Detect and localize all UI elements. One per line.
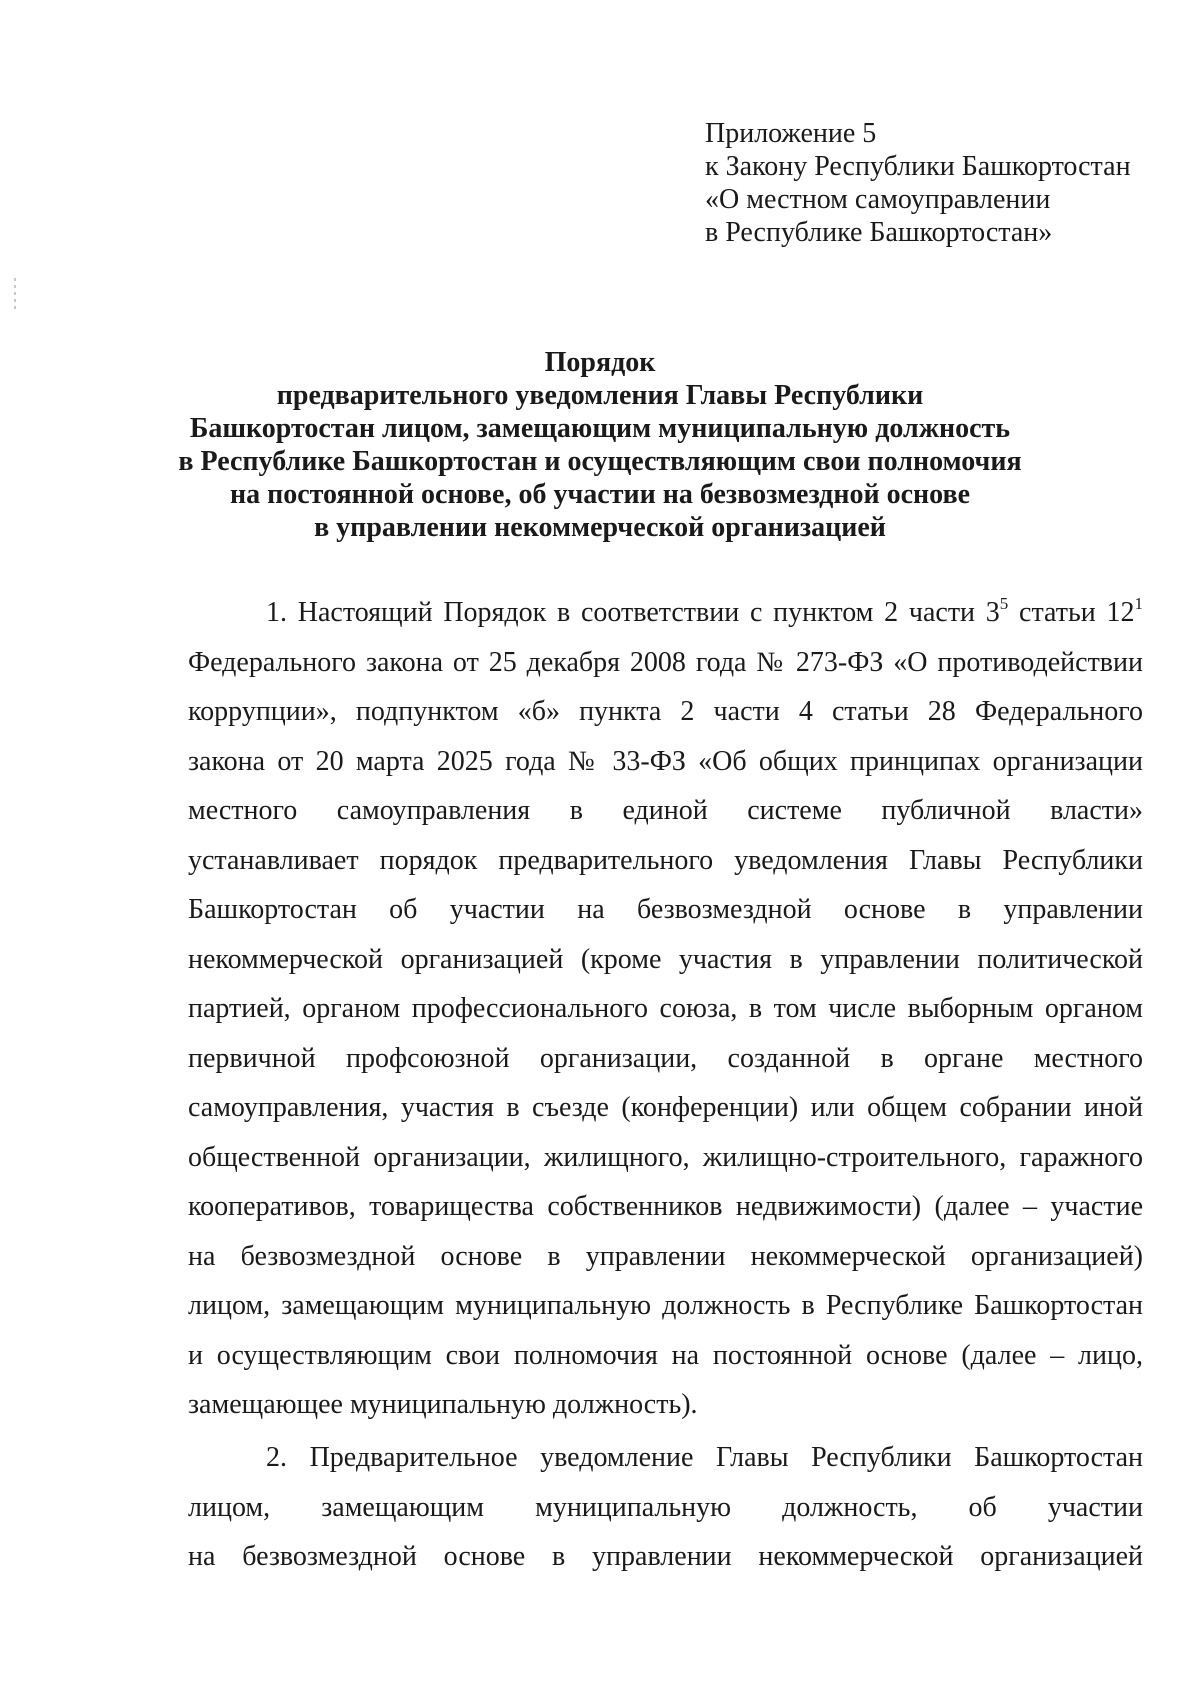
appendix-line: к Закону Республики Башкортостан [705,151,1131,182]
paragraph-line: 2. Предварительное уведомление Главы Республики Башкортостан [266,1442,1143,1473]
paragraph-line: местного самоуправления в единой системе публичной власти» [188,795,1143,826]
appendix-line: Приложение 5 [705,118,877,149]
appendix-header [705,117,1131,249]
paragraph-line: некоммерческой организацией (кроме участия в управлении политической [188,943,1143,975]
appendix-line: «О местном самоуправлении [705,184,1051,215]
paragraph-line: лицом, замещающим муниципальную должность в Республике Башкортостан [188,1290,1143,1321]
paragraph-line: первичной профсоюзной организации, созданной в органе местного [188,1042,1143,1074]
paragraph-line [188,588,1143,638]
superscript: 1 [1134,594,1143,613]
document-title [160,346,1040,544]
title-line: на постоянной основе, об участии на безвозмездной основе [229,479,971,510]
paragraph-1 [188,588,1143,1430]
paragraph-text: статьи 12 [1008,597,1135,628]
paragraph-line: кооперативов, товарищества собственников недвижимости) (далее – участие [188,1191,1143,1222]
paragraph-line: Федерального закона от 25 декабря 2008 года № 273-ФЗ «О противодействии [188,646,1143,678]
title-line: Башкортостан лицом, замещающим муниципальную должность [189,413,1011,444]
paragraph-line: Башкортостан об участии на безвозмездной основе в управлении [188,894,1143,925]
paragraph-line: на безвозмездной основе в управлении некоммерческой организацией) [188,1240,1143,1272]
scan-artifact [14,278,16,312]
paragraph-line: замещающее муниципальную должность). [188,1389,698,1420]
paragraph-line: общественной организации, жилищного, жилищно-строительного, гаражного [188,1141,1143,1173]
paragraph-line: устанавливает порядок предварительного уведомления Главы Республики [188,844,1143,876]
title-line: в управлении некоммерческой организацией [314,512,886,543]
paragraph-line: самоуправления, участия в съезде (конференции) или общем собрании иной [188,1092,1143,1123]
paragraph-line: партией, органом профессионального союза, в том числе выборным органом [188,993,1143,1024]
paragraph-line: коррупции», подпунктом «б» пункта 2 части 4 статьи 28 Федерального [188,696,1143,727]
title-line: предварительного уведомления Главы Республики [276,380,924,411]
title-line: Порядок [544,347,656,378]
paragraph-line: лицом, замещающим муниципальную должность, об участии [188,1491,1143,1523]
paragraph-text: 1. Настоящий Порядок в соответствии с пунктом 2 части 3 [266,597,1000,628]
paragraph-line: закона от 20 марта 2025 года № 33-ФЗ «Об общих принципах организации [188,745,1143,777]
superscript: 5 [999,594,1009,613]
paragraph-2 [188,1433,1143,1582]
paragraph-line: и осуществляющим свои полномочия на постоянной основе (далее – лицо, [188,1339,1143,1371]
appendix-line: в Республике Башкортостан» [705,217,1053,248]
paragraph-line: на безвозмездной основе в управлении некоммерческой организацией [188,1541,1143,1572]
title-line: в Республике Башкортостан и осуществляющим свои полномочия [178,446,1022,477]
